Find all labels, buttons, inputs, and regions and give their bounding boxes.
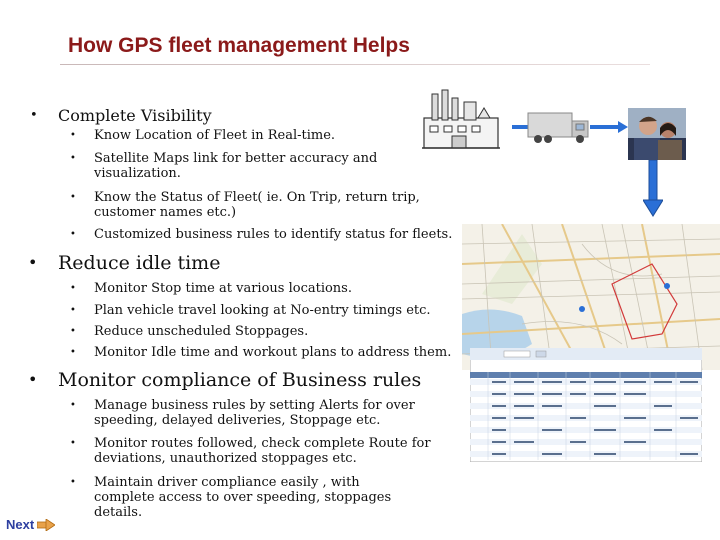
factory-icon bbox=[422, 88, 502, 150]
next-button[interactable] bbox=[6, 517, 55, 532]
section-heading-visibility: • Complete Visibility bbox=[30, 106, 212, 125]
truck-icon bbox=[526, 109, 596, 149]
section-heading-compliance: • Monitor compliance of Business rules bbox=[28, 369, 422, 391]
people-photo bbox=[628, 108, 686, 160]
list-item: • Know the Status of Fleet( ie. On Trip, return trip, customer names etc.) bbox=[70, 190, 420, 220]
list-item: • Manage business rules by setting Alerts for over speeding, delayed deliveries, Stoppage etc. bbox=[70, 398, 415, 428]
list-item: • Monitor Idle time and workout plans to address them. bbox=[70, 345, 452, 360]
list-item: • Customized business rules to identify status for fleets. bbox=[70, 227, 453, 242]
arrow-down-icon bbox=[643, 160, 663, 218]
list-item: • Plan vehicle travel looking at No-entry timings etc. bbox=[70, 303, 431, 318]
list-item: • Monitor Stop time at various locations. bbox=[70, 281, 352, 296]
list-item: • Know Location of Fleet in Real-time. bbox=[70, 128, 336, 143]
arrow-right-icon bbox=[588, 120, 630, 134]
list-item: • Reduce unscheduled Stoppages. bbox=[70, 324, 309, 339]
list-item: • Monitor routes followed, check complete Route for deviations, unauthorized stoppages etc. bbox=[70, 436, 431, 466]
arrow-right-icon bbox=[37, 519, 55, 531]
list-item: • Satellite Maps link for better accuracy and visualization. bbox=[70, 151, 378, 181]
slide-title: How GPS fleet management Helps bbox=[68, 34, 410, 57]
report-table-screenshot bbox=[470, 348, 702, 462]
list-item: • Maintain driver compliance easily , with complete access to over speeding, stoppages details. bbox=[70, 475, 392, 520]
next-label: Next bbox=[6, 517, 35, 532]
section-heading-idle: • Reduce idle time bbox=[28, 252, 221, 274]
